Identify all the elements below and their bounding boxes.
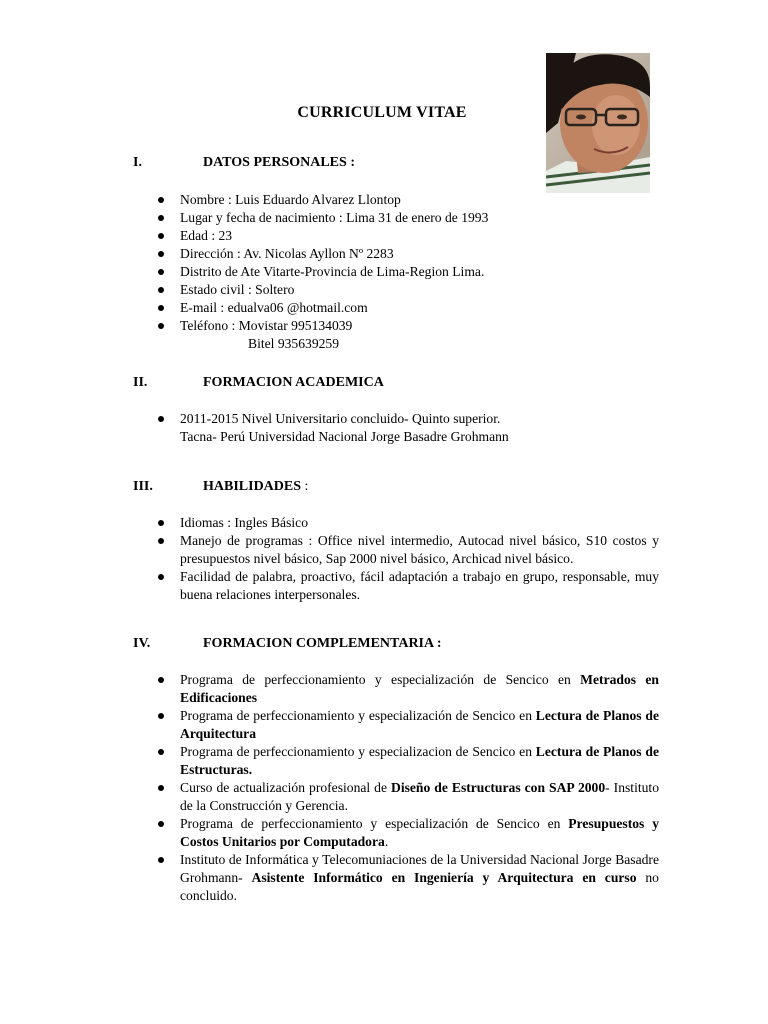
section-heading-formacion-academica bbox=[133, 375, 384, 391]
complementary-list bbox=[155, 671, 659, 905]
item-bold-text: Metrados en Edificaciones bbox=[180, 672, 659, 705]
list-item: Distrito de Ate Vitarte-Provincia de Lima-Region Lima. bbox=[155, 263, 659, 281]
list-item bbox=[155, 671, 659, 707]
section-heading-datos-personales bbox=[133, 155, 355, 171]
portrait-image bbox=[546, 53, 650, 193]
section-title: FORMACION ACADEMICA bbox=[203, 375, 384, 390]
section-number: II. bbox=[133, 375, 148, 390]
section-heading-habilidades bbox=[133, 479, 308, 495]
list-item: Idiomas : Ingles Básico bbox=[155, 514, 659, 532]
item-text: Programa de perfeccionamiento y especialización de Sencico en bbox=[180, 708, 536, 723]
list-item-continuation bbox=[155, 335, 659, 353]
list-item: Teléfono : Movistar 995134039 bbox=[155, 317, 659, 335]
section-title: FORMACION COMPLEMENTARIA bbox=[203, 636, 434, 651]
list-item: Edad : 23 bbox=[155, 227, 659, 245]
document-title: CURRICULUM VITAE bbox=[297, 104, 467, 121]
item-bold-text: Lectura de Planos de Estructuras. bbox=[180, 744, 659, 777]
item-bold-text: Diseño de Estructuras con SAP 2000 bbox=[391, 780, 606, 795]
list-item: Facilidad de palabra, proactivo, fácil adaptación a trabajo en grupo, responsable, muy buena relaciones interpersonales. bbox=[155, 568, 659, 604]
list-item bbox=[155, 851, 659, 905]
section-heading-formacion-complementaria bbox=[133, 636, 442, 652]
item-bold-text: Lectura de Planos de Arquitectura bbox=[180, 708, 659, 741]
list-item: Nombre : Luis Eduardo Alvarez Llontop bbox=[155, 191, 659, 209]
list-item: Estado civil : Soltero bbox=[155, 281, 659, 299]
item-text: Instituto de Informática y Telecomuniaciones de la Universidad Nacional Jorge Basadre Grohmann- bbox=[180, 852, 659, 885]
profile-photo bbox=[546, 53, 650, 193]
section-title: HABILIDADES bbox=[203, 479, 302, 494]
academic-institution: Tacna- Perú Universidad Nacional Jorge Basadre Grohmann bbox=[180, 429, 509, 444]
item-text: Curso de actualización profesional de bbox=[180, 780, 392, 795]
list-item: Dirección : Av. Nicolas Ayllon Nº 2283 bbox=[155, 245, 659, 263]
item-after-text: - Instituto de la Construcción y Gerencia. bbox=[180, 780, 659, 813]
list-item: E-mail : edualva06 @hotmail.com bbox=[155, 299, 659, 317]
personal-data-list bbox=[155, 191, 659, 353]
section-title: DATOS PERSONALES bbox=[203, 155, 347, 170]
section-suffix: : bbox=[346, 155, 355, 170]
academic-degree: 2011-2015 Nivel Universitario concluido- Quinto superior. bbox=[180, 411, 501, 426]
academic-list bbox=[155, 410, 659, 446]
section-suffix: : bbox=[301, 479, 309, 494]
section-suffix: : bbox=[433, 636, 442, 651]
item-text: Programa de perfeccionamiento y especialización de Sencico en bbox=[180, 816, 569, 831]
item-after-text: . bbox=[384, 834, 389, 849]
list-item bbox=[155, 707, 659, 743]
list-item: Manejo de programas : Office nivel intermedio, Autocad nivel básico, S10 costos y presupuestos nivel básico, Sap 2000 nivel básico, Archicad nivel básico. bbox=[155, 532, 659, 568]
list-item bbox=[155, 410, 659, 446]
list-item bbox=[155, 815, 659, 851]
section-number: I. bbox=[133, 155, 142, 170]
item-bold-text: Presupuestos y Costos Unitarios por Computadora bbox=[180, 816, 659, 849]
skills-list bbox=[155, 514, 659, 604]
phone-secondary: Bitel 935639259 bbox=[248, 336, 340, 351]
list-item bbox=[155, 779, 659, 815]
item-after-text: no concluido. bbox=[180, 870, 659, 903]
item-text: Programa de perfeccionamiento y especializacion de Sencico en bbox=[180, 744, 536, 759]
section-number: III. bbox=[133, 479, 153, 494]
list-item bbox=[155, 743, 659, 779]
section-number: IV. bbox=[133, 636, 151, 651]
list-item: Lugar y fecha de nacimiento : Lima 31 de enero de 1993 bbox=[155, 209, 659, 227]
item-bold-text: Asistente Informático en Ingeniería y Arquitectura en curso bbox=[251, 870, 637, 885]
item-text: Programa de perfeccionamiento y especialización de Sencico en bbox=[180, 672, 581, 687]
